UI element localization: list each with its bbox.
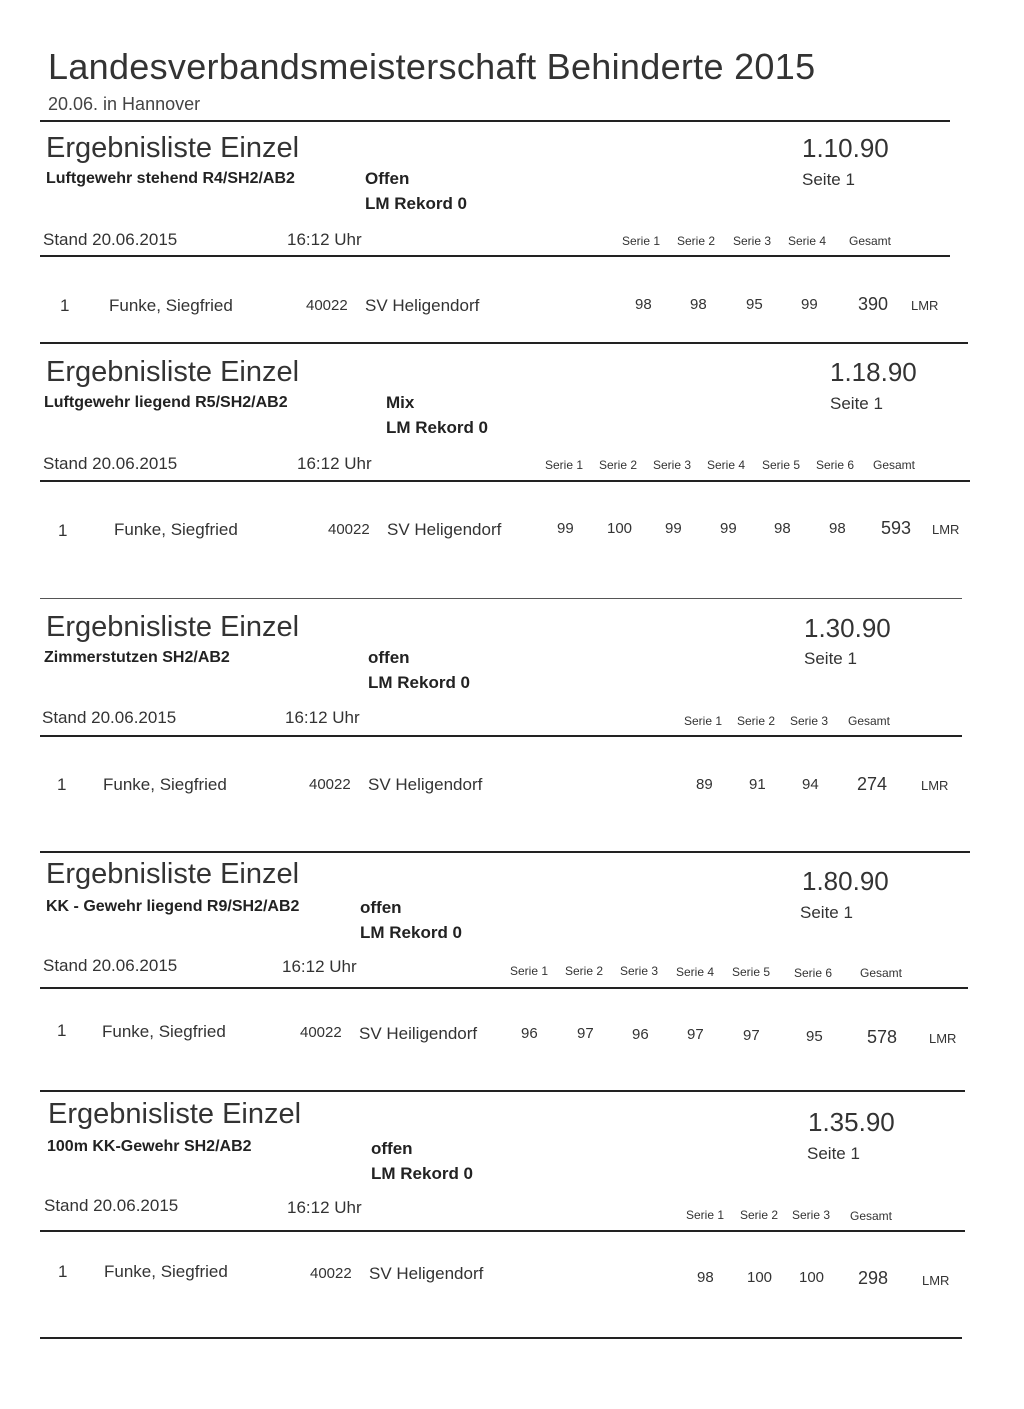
record-label: LM Rekord 0 <box>365 194 468 213</box>
series-score: 97 <box>743 1027 760 1044</box>
column-header: Serie 1 <box>686 1208 725 1222</box>
series-score: 98 <box>697 1269 714 1286</box>
column-header: Gesamt <box>849 234 892 248</box>
column-header: Gesamt <box>850 1209 893 1223</box>
column-header: Serie 1 <box>622 234 661 248</box>
stand-time: 16:12 Uhr <box>287 230 362 249</box>
athlete-id: 40022 <box>310 1265 352 1282</box>
record-note: LMR <box>922 1273 950 1288</box>
stand-time: 16:12 Uhr <box>297 454 372 473</box>
table-header-divider <box>40 735 962 737</box>
athlete-name: Funke, Siegfried <box>102 1022 226 1041</box>
club-name: SV Heligendorf <box>387 520 502 539</box>
club-name: SV Heiligendorf <box>359 1024 478 1043</box>
stand-date: Stand 20.06.2015 <box>42 708 177 727</box>
section-heading: Ergebnisliste Einzel <box>46 356 300 388</box>
column-header: Serie 1 <box>510 964 549 978</box>
column-header: Gesamt <box>873 458 916 472</box>
athlete-id: 40022 <box>309 776 351 793</box>
competition-code: 1.30.90 <box>804 613 891 643</box>
discipline-name: 100m KK-Gewehr SH2/AB2 <box>47 1138 252 1155</box>
series-score: 99 <box>801 296 818 313</box>
column-header: Serie 3 <box>733 234 772 248</box>
row-rank: 1 <box>58 521 68 540</box>
athlete-name: Funke, Siegfried <box>109 296 233 315</box>
series-score: 97 <box>577 1025 594 1042</box>
section-heading: Ergebnisliste Einzel <box>46 611 300 643</box>
column-header: Serie 4 <box>788 234 827 248</box>
section-divider <box>40 1337 962 1339</box>
category-label: offen <box>371 1139 413 1158</box>
row-rank: 1 <box>60 296 70 315</box>
row-rank: 1 <box>57 775 67 794</box>
record-label: LM Rekord 0 <box>368 673 471 692</box>
table-header-divider <box>40 987 968 989</box>
club-name: SV Heligendorf <box>368 775 483 794</box>
column-header: Serie 4 <box>707 458 746 472</box>
column-header: Serie 3 <box>792 1208 831 1222</box>
table-header-divider <box>40 480 970 482</box>
record-note: LMR <box>911 298 939 313</box>
club-name: SV Heligendorf <box>365 296 480 315</box>
series-score: 89 <box>696 776 713 793</box>
series-score: 98 <box>829 520 846 537</box>
athlete-name: Funke, Siegfried <box>104 1262 228 1281</box>
stand-time: 16:12 Uhr <box>282 957 357 976</box>
athlete-name: Funke, Siegfried <box>103 775 227 794</box>
column-header: Serie 2 <box>599 458 638 472</box>
series-score: 100 <box>799 1269 825 1286</box>
total-score: 593 <box>881 518 912 538</box>
page-label: Seite 1 <box>807 1144 860 1163</box>
category-label: offen <box>368 648 410 667</box>
column-header: Serie 4 <box>676 965 715 979</box>
series-score: 95 <box>806 1028 823 1045</box>
stand-date: Stand 20.06.2015 <box>43 230 178 249</box>
column-header: Serie 5 <box>732 965 771 979</box>
athlete-id: 40022 <box>328 521 370 538</box>
column-header: Gesamt <box>860 966 903 980</box>
category-label: Offen <box>365 169 410 188</box>
series-score: 95 <box>746 296 763 313</box>
column-header: Serie 5 <box>762 458 801 472</box>
total-score: 578 <box>867 1027 898 1047</box>
series-score: 97 <box>687 1026 704 1043</box>
row-rank: 1 <box>57 1021 67 1040</box>
series-score: 96 <box>521 1025 538 1042</box>
athlete-id: 40022 <box>300 1024 342 1041</box>
discipline-name: Luftgewehr stehend R4/SH2/AB2 <box>46 170 295 187</box>
table-header-divider <box>40 1230 965 1232</box>
column-header: Serie 1 <box>545 458 584 472</box>
category-label: offen <box>360 898 402 917</box>
series-score: 96 <box>632 1026 649 1043</box>
record-note: LMR <box>932 522 960 537</box>
series-score: 98 <box>635 296 652 313</box>
total-score: 274 <box>857 774 888 794</box>
competition-code: 1.80.90 <box>802 866 889 896</box>
competition-code: 1.10.90 <box>802 133 889 163</box>
record-label: LM Rekord 0 <box>371 1164 474 1183</box>
section-divider <box>40 598 962 599</box>
section-divider <box>40 1090 965 1092</box>
row-rank: 1 <box>58 1262 68 1281</box>
series-score: 99 <box>557 520 574 537</box>
series-score: 99 <box>720 520 737 537</box>
discipline-name: Luftgewehr liegend R5/SH2/AB2 <box>44 394 288 411</box>
column-header: Serie 3 <box>790 714 829 728</box>
series-score: 94 <box>802 776 819 793</box>
page-label: Seite 1 <box>802 170 855 189</box>
record-label: LM Rekord 0 <box>360 923 463 942</box>
competition-code: 1.18.90 <box>830 357 917 387</box>
page-label: Seite 1 <box>830 394 883 413</box>
column-header: Serie 2 <box>740 1208 779 1222</box>
total-score: 390 <box>858 294 889 314</box>
section-heading: Ergebnisliste Einzel <box>46 858 300 890</box>
stand-date: Stand 20.06.2015 <box>43 956 178 975</box>
column-header: Gesamt <box>848 714 891 728</box>
athlete-id: 40022 <box>306 297 348 314</box>
header-divider <box>40 120 950 122</box>
series-score: 100 <box>747 1269 773 1286</box>
section-heading: Ergebnisliste Einzel <box>48 1098 302 1130</box>
series-score: 98 <box>690 296 707 313</box>
discipline-name: Zimmerstutzen SH2/AB2 <box>44 649 230 666</box>
category-label: Mix <box>386 393 415 412</box>
column-header: Serie 2 <box>565 964 604 978</box>
column-header: Serie 6 <box>816 458 855 472</box>
record-note: LMR <box>929 1031 957 1046</box>
document-title: Landesverbandsmeisterschaft Behinderte 2015 <box>48 46 816 87</box>
series-score: 98 <box>774 520 791 537</box>
series-score: 91 <box>749 776 766 793</box>
stand-date: Stand 20.06.2015 <box>44 1196 179 1215</box>
athlete-name: Funke, Siegfried <box>114 520 238 539</box>
column-header: Serie 3 <box>653 458 692 472</box>
section-divider <box>40 851 970 853</box>
total-score: 298 <box>858 1268 889 1288</box>
record-label: LM Rekord 0 <box>386 418 489 437</box>
column-header: Serie 2 <box>677 234 716 248</box>
column-header: Serie 3 <box>620 964 659 978</box>
column-header: Serie 1 <box>684 714 723 728</box>
series-score: 99 <box>665 520 682 537</box>
column-header: Serie 2 <box>737 714 776 728</box>
competition-code: 1.35.90 <box>808 1107 895 1137</box>
document-subtitle: 20.06. in Hannover <box>48 94 201 114</box>
record-note: LMR <box>921 778 949 793</box>
page-label: Seite 1 <box>804 649 857 668</box>
stand-time: 16:12 Uhr <box>285 708 360 727</box>
column-header: Serie 6 <box>794 966 833 980</box>
club-name: SV Heligendorf <box>369 1264 484 1283</box>
section-heading: Ergebnisliste Einzel <box>46 132 300 164</box>
page-label: Seite 1 <box>800 903 853 922</box>
table-header-divider <box>40 255 950 257</box>
stand-date: Stand 20.06.2015 <box>43 454 178 473</box>
series-score: 100 <box>607 520 633 537</box>
discipline-name: KK - Gewehr liegend R9/SH2/AB2 <box>46 898 300 915</box>
section-divider <box>40 342 968 344</box>
stand-time: 16:12 Uhr <box>287 1198 362 1217</box>
